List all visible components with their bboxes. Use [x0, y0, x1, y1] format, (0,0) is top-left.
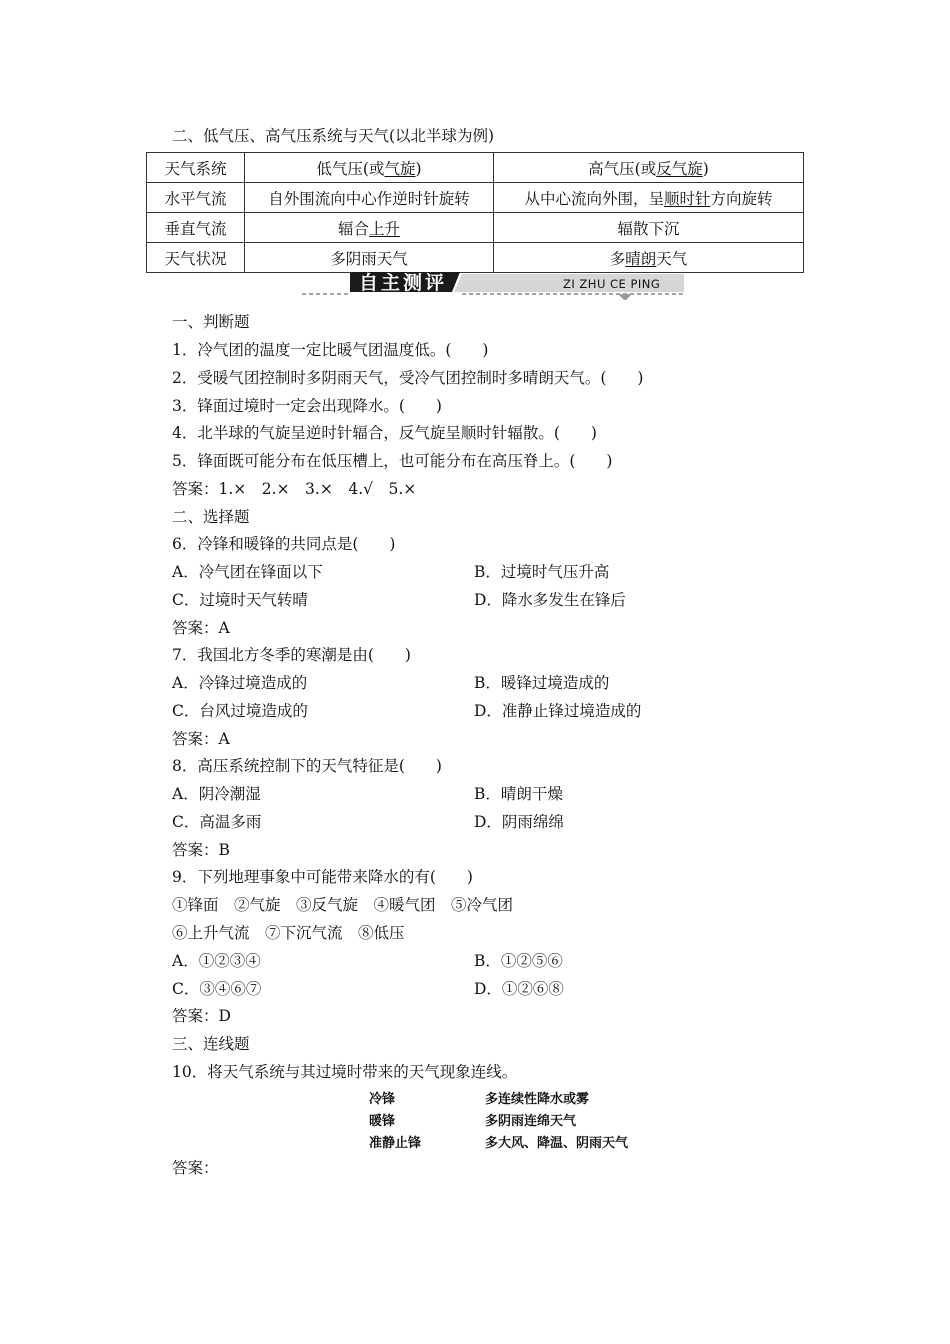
banner-subtitle: ZI ZHU CE PING	[563, 277, 661, 291]
match-right-item: 多大风、降温、阴雨天气	[485, 1136, 629, 1151]
option-a: A．阴冷潮湿	[172, 785, 261, 803]
answer-6: 答案：A	[172, 619, 230, 637]
match-left-item: 准静止锋	[369, 1136, 422, 1151]
question-4: 4．北半球的气旋呈逆时针辐合，反气旋呈顺时针辐散。( )	[172, 424, 597, 442]
question-5: 5．锋面既可能分布在低压槽上，也可能分布在高压脊上。( )	[172, 452, 613, 470]
row-label: 天气系统	[147, 153, 245, 183]
question-7: 7．我国北方冬季的寒潮是由( )	[172, 646, 411, 664]
row-label: 天气状况	[147, 243, 245, 273]
banner-title: 自主测评	[358, 272, 447, 294]
question-6: 6．冷锋和暖锋的共同点是( )	[172, 535, 396, 553]
match-right-item: 多阴雨连绵天气	[485, 1114, 577, 1129]
question-2: 2．受暖气团控制时多阴雨天气，受冷气团控制时多晴朗天气。( )	[172, 369, 644, 387]
option-b: B．暖锋过境造成的	[474, 674, 610, 692]
high-pressure-cell: 辐散下沉	[494, 213, 804, 243]
pressure-systems-table	[146, 152, 804, 273]
option-d: D．准静止锋过境造成的	[474, 702, 642, 720]
option-c: C．③④⑥⑦	[172, 980, 262, 998]
low-pressure-cell: 多阴雨天气	[245, 243, 494, 273]
question-8: 8．高压系统控制下的天气特征是( )	[172, 757, 442, 775]
chevron-down-icon	[618, 294, 632, 300]
option-d: D．降水多发生在锋后	[474, 591, 626, 609]
option-c: C．高温多雨	[172, 813, 262, 831]
question-1: 1．冷气团的温度一定比暖气团温度低。( )	[172, 341, 489, 359]
high-pressure-cell: 多晴朗天气	[494, 243, 804, 273]
option-d: D．①②⑥⑧	[474, 980, 564, 998]
low-pressure-cell: 自外围流向中心作逆时针旋转	[245, 183, 494, 213]
option-b: B．晴朗干燥	[474, 785, 563, 803]
choice-title: 二、选择题	[172, 508, 250, 526]
judge-title: 一、判断题	[172, 313, 250, 331]
judge-answer: 答案：1.× 2.× 3.× 4.√ 5.×	[172, 480, 417, 498]
option-b: B．过境时气压升高	[474, 563, 610, 581]
low-pressure-cell: 辐合上升	[245, 213, 494, 243]
answer-8: 答案：B	[172, 841, 230, 859]
high-pressure-cell: 从中心流向外围，呈顺时针方向旋转	[494, 183, 804, 213]
table-row	[147, 243, 804, 273]
question-9-items-1: ①锋面 ②气旋 ③反气旋 ④暖气团 ⑤冷气团	[172, 896, 514, 914]
match-left-item: 冷锋	[369, 1092, 396, 1107]
option-a: A．①②③④	[172, 952, 261, 970]
match-title: 三、连线题	[172, 1035, 250, 1053]
low-pressure-cell: 低气压(或气旋)	[245, 153, 494, 183]
section-title-pressure-systems: 二、低气压、高气压系统与天气(以北半球为例)	[172, 127, 495, 145]
option-d: D．阴雨绵绵	[474, 813, 564, 831]
option-c: C．台风过境造成的	[172, 702, 308, 720]
row-label: 水平气流	[147, 183, 245, 213]
option-a: A．冷锋过境造成的	[172, 674, 308, 692]
match-right-item: 多连续性降水或雾	[485, 1092, 590, 1107]
option-a: A．冷气团在锋面以下	[172, 563, 323, 581]
question-9: 9．下列地理事象中可能带来降水的有( )	[172, 868, 473, 886]
answer-7: 答案：A	[172, 730, 230, 748]
row-label: 垂直气流	[147, 213, 245, 243]
match-left-item: 暖锋	[369, 1114, 396, 1129]
table-row	[147, 183, 804, 213]
question-3: 3．锋面过境时一定会出现降水。( )	[172, 397, 442, 415]
option-b: B．①②⑤⑥	[474, 952, 563, 970]
answer-10: 答案：	[172, 1159, 219, 1177]
high-pressure-cell: 高气压(或反气旋)	[494, 153, 804, 183]
question-9-items-2: ⑥上升气流 ⑦下沉气流 ⑧低压	[172, 924, 405, 942]
question-10: 10．将天气系统与其过境时带来的天气现象连线。	[172, 1063, 518, 1081]
table-row	[147, 153, 804, 183]
option-c: C．过境时天气转晴	[172, 591, 308, 609]
answer-9: 答案：D	[172, 1007, 231, 1025]
table-row	[147, 213, 804, 243]
